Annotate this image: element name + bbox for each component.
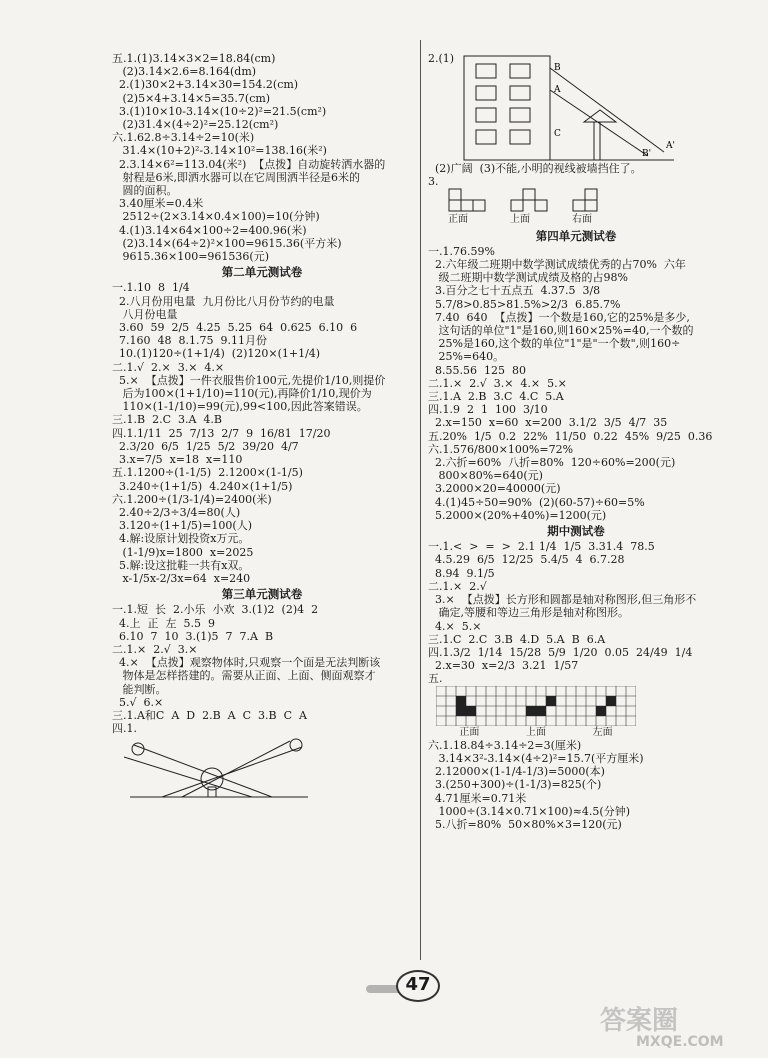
answer-line: 2.3/20 6/5 1/25 5/2 39/20 4/7 (112, 439, 299, 453)
answer-line: 一.1.短 长 2.小乐 小欢 3.(1)2 (2)4 2 (112, 603, 319, 617)
answer-block (428, 245, 724, 522)
answer-line: 5.√ 6.× (112, 695, 164, 709)
answer-line: 3.14×3²-3.14×(4÷2)²=15.7(平方厘米) (428, 751, 644, 765)
page-number: 47 (396, 970, 440, 1002)
answer-block (428, 739, 724, 831)
answer-line: 4.上 正 左 5.5 9 (112, 616, 215, 630)
answer-line: 8.55.56 125 80 (428, 363, 526, 377)
answer-line: 二.1.× 2.√ 3.× 4.× 5.× (428, 376, 567, 390)
answer-line: (2)31.4×(4÷2)²=25.12(cm²) (112, 118, 279, 132)
view-figures (448, 188, 724, 226)
answer-line: 3.× 【点拨】长方形和圆都是轴对称图形,但三角形不 (428, 593, 697, 607)
point-label: C (554, 129, 561, 139)
answer-line: 四.1.1/11 25 7/13 2/7 9 16/81 17/20 (112, 426, 331, 440)
answer-line: 一.1.10 8 1/4 (112, 281, 190, 295)
answer-line: 3.百分之七十五点五 4.37.5 3/8 (428, 284, 601, 298)
point-label: A (554, 85, 561, 95)
answer-line: 9615.36×100=961536(元) (112, 250, 269, 264)
view-caption: 上面 (525, 726, 546, 738)
right-column (428, 52, 724, 831)
answer-line: 3.240÷(1+1/5) 4.240×(1+1/5) (112, 479, 293, 493)
answer-line: 级二班期中数学测试成绩及格的占98% (428, 271, 628, 285)
view-caption: 正面 (448, 214, 468, 226)
answer-line: 2.12000×(1-1/4-1/3)=5000(本) (428, 765, 605, 779)
building-sightline-diagram (454, 52, 684, 162)
section-title: 第三单元测试卷 (221, 587, 303, 602)
answer-line: 六.1.576/800×100%=72% (428, 442, 574, 456)
answer-line: 8.94 9.1/5 (428, 566, 495, 580)
answer-line: 2.3.14×6²=113.04(米²) 【点拨】自动旋转洒水器的 (112, 157, 386, 171)
answer-line: 5.八折=80% 50×80%×3=120(元) (428, 817, 622, 831)
answer-line: 五. (428, 672, 443, 686)
answer-line: 2.八月份用电量 九月份比八月份节约的电量 (112, 294, 335, 308)
view-right (572, 188, 612, 226)
grid-captions (436, 726, 636, 739)
answer-line: 五.1.1200÷(1-1/5) 2.1200×(1-1/5) (112, 466, 303, 480)
answer-line: 二.1.× 2.√ 3.× (112, 642, 198, 656)
point-label: A' (666, 141, 676, 151)
answer-line: 4.解:设原计划投资x万元。 (112, 532, 250, 546)
answer-line: 4.(1)3.14×64×100÷2=400.96(米) (112, 223, 307, 237)
answer-line: 五.1.(1)3.14×3×2=18.84(cm) (112, 52, 276, 65)
view-caption: 左面 (592, 726, 613, 738)
answer-line: 四.1.9 2 1 100 3/10 (428, 403, 548, 417)
answer-line: 4.(1)45÷50=90% (2)(60-57)÷60=5% (428, 495, 645, 509)
answer-block (112, 603, 412, 735)
answer-line: 3.2000×20=40000(元) (428, 482, 561, 496)
answer-line: 5.× 【点拨】一件衣服售价100元,先提价1/10,则提价 (112, 373, 386, 387)
view-top (510, 188, 550, 226)
answer-line: 4.5.29 6/5 12/25 5.4/5 4 6.7.28 (428, 553, 625, 567)
view-caption: 右面 (572, 214, 592, 226)
answer-line: 110×(1-1/10)=99(元),99<100,因此答案错误。 (112, 400, 368, 414)
answer-line: 这句话的单位"1"是160,则160×25%=40,一个数的 (428, 324, 694, 338)
answer-line: 二.1.√ 2.× 3.× 4.× (112, 360, 225, 374)
view-caption: 正面 (459, 726, 480, 738)
answer-line: 31.4×(10+2)²-3.14×10²=138.16(米²) (112, 144, 327, 158)
answer-line: 三.1.B 2.C 3.A 4.B (112, 413, 222, 427)
answer-line: 一.1.< > = > 2.1 1/4 1/5 3.31.4 78.5 (428, 540, 655, 554)
answer-block (112, 281, 412, 585)
answer-line: 6.10 7 10 3.(1)5 7 7.A B (112, 629, 274, 643)
watermark-url: MXQE.COM (636, 1034, 724, 1050)
answer-line: 物体是怎样搭建的。需要从正面、上面、侧面观察才 (112, 669, 376, 683)
left-column (112, 52, 412, 803)
answer-line: 800×80%=640(元) (428, 469, 543, 483)
answer-line: 三.1.A和C A D 2.B A C 3.B C A (112, 708, 307, 722)
answer-line: 5.解:设这批鞋一共有x双。 (112, 558, 250, 572)
section-title: 期中测试卷 (547, 524, 605, 539)
answer-line: 3.(250+300)÷(1-1/3)=825(个) (428, 778, 602, 792)
section-title: 第四单元测试卷 (535, 228, 617, 243)
answer-line: 射程是6米,即洒水器可以在它周围洒半径是6米的 (112, 170, 360, 184)
building-figure-row (428, 52, 724, 162)
answer-line: 3.x=7/5 x=18 x=110 (112, 453, 243, 467)
answer-line: 25%=640。 (428, 350, 505, 364)
answer-line: 7.40 640 【点拨】一个数是160,它的25%是多少, (428, 310, 690, 324)
answer-line: x-1/5x-2/3x=64 x=240 (112, 571, 251, 585)
answer-line: 2.40÷2/3÷3/4=80(人) (112, 505, 241, 519)
answer-line: 7.160 48 8.1.75 9.11月份 (112, 334, 267, 348)
answer-line: (1-1/9)x=1800 x=2025 (112, 545, 254, 559)
question-label: 2.(1) (428, 52, 455, 65)
answer-line: 4.71厘米=0.71米 (428, 791, 527, 805)
answer-line: 5.2000×(20%+40%)=1200(元) (428, 508, 607, 522)
view-caption: 上面 (510, 214, 530, 226)
answer-line: 确定,等腰和等边三角形是轴对称图形。 (428, 606, 629, 620)
answer-line: 2.x=30 x=2/3 3.21 1/57 (428, 659, 579, 673)
answer-line: 二.1.× 2.√ (428, 579, 487, 593)
section-title: 第二单元测试卷 (221, 265, 303, 280)
answer-line: 10.(1)120÷(1+1/4) (2)120×(1+1/4) (112, 347, 321, 361)
answer-line: 2.x=150 x=60 x=200 3.1/2 3/5 4/7 35 (428, 416, 668, 430)
answer-block (428, 162, 724, 188)
column-divider (420, 40, 421, 960)
answer-line: 3.40厘米=0.4米 (112, 197, 204, 211)
watermark: 答案圈 (600, 1006, 679, 1036)
point-label: B' (642, 149, 652, 159)
answer-line: 三.1.C 2.C 3.B 4.D 5.A B 6.A (428, 632, 606, 646)
answer-block (112, 52, 412, 263)
grid-figure (436, 686, 724, 739)
answer-line: (2)3.14×2.6=8.164(dm) (112, 65, 257, 79)
answer-line: 六.1.200÷(1/3-1/4)=2400(米) (112, 492, 272, 506)
answer-line: 后为100×(1+1/10)=110(元),再降价1/10,现价为 (112, 387, 372, 401)
answer-line: 六.1.18.84÷3.14÷2=3(厘米) (428, 738, 582, 752)
sightline-diagram (112, 737, 312, 801)
view-front (448, 188, 488, 226)
dot-grid (436, 686, 636, 726)
answer-line: 4.× 【点拨】观察物体时,只观察一个面是无法判断该 (112, 656, 381, 670)
answer-line: 3.60 59 2/5 4.25 5.25 64 0.625 6.10 6 (112, 321, 358, 335)
answer-line: 3.120÷(1+1/5)=100(人) (112, 519, 252, 533)
answer-line: 四.1.3/2 1/14 15/28 5/9 1/20 0.05 24/49 1/4 (428, 645, 693, 659)
answer-line: 2.六折=60% 八折=80% 120÷60%=200(元) (428, 456, 676, 470)
answer-line: 5.7/8>0.85>81.5%>2/3 6.85.7% (428, 297, 621, 311)
answer-line: 25%是160,这个数的单位"1"是"一个数",则160÷ (428, 337, 681, 351)
answer-line: 3. (428, 175, 439, 189)
answer-line: 1000÷(3.14×0.71×100)≈4.5(分钟) (428, 804, 630, 818)
answer-line: 能判断。 (112, 682, 167, 696)
answer-line: (2)3.14×(64÷2)²×100=9615.36(平方米) (112, 236, 342, 250)
answer-line: 2512÷(2×3.14×0.4×100)=10(分钟) (112, 210, 320, 224)
answer-line: 3.(1)10×10-3.14×(10÷2)²=21.5(cm²) (112, 104, 327, 118)
answer-line: 一.1.76.59% (428, 244, 495, 258)
answer-line: (2)广阔 (3)不能,小明的视线被墙挡住了。 (428, 162, 642, 175)
point-label: B (554, 63, 561, 73)
answer-line: 圆的面积。 (112, 184, 178, 198)
answer-line: (2)5×4+3.14×5=35.7(cm) (112, 91, 271, 105)
answer-line: 六.1.62.8÷3.14÷2=10(米) (112, 131, 255, 145)
answer-block (428, 540, 724, 685)
answer-line: 五.20% 1/5 0.2 22% 11/50 0.22 45% 9/25 0.36 (428, 429, 713, 443)
answer-line: 八月份电量 (112, 307, 178, 321)
answer-line: 2.六年级二班期中数学测试成绩优秀的占70% 六年 (428, 258, 686, 272)
answer-line: 2.(1)30×2+3.14×30=154.2(cm) (112, 78, 299, 92)
answer-line: 三.1.A 2.B 3.C 4.C 5.A (428, 390, 564, 404)
answer-line: 四.1. (112, 722, 137, 736)
answer-line: 4.× 5.× (428, 619, 482, 633)
